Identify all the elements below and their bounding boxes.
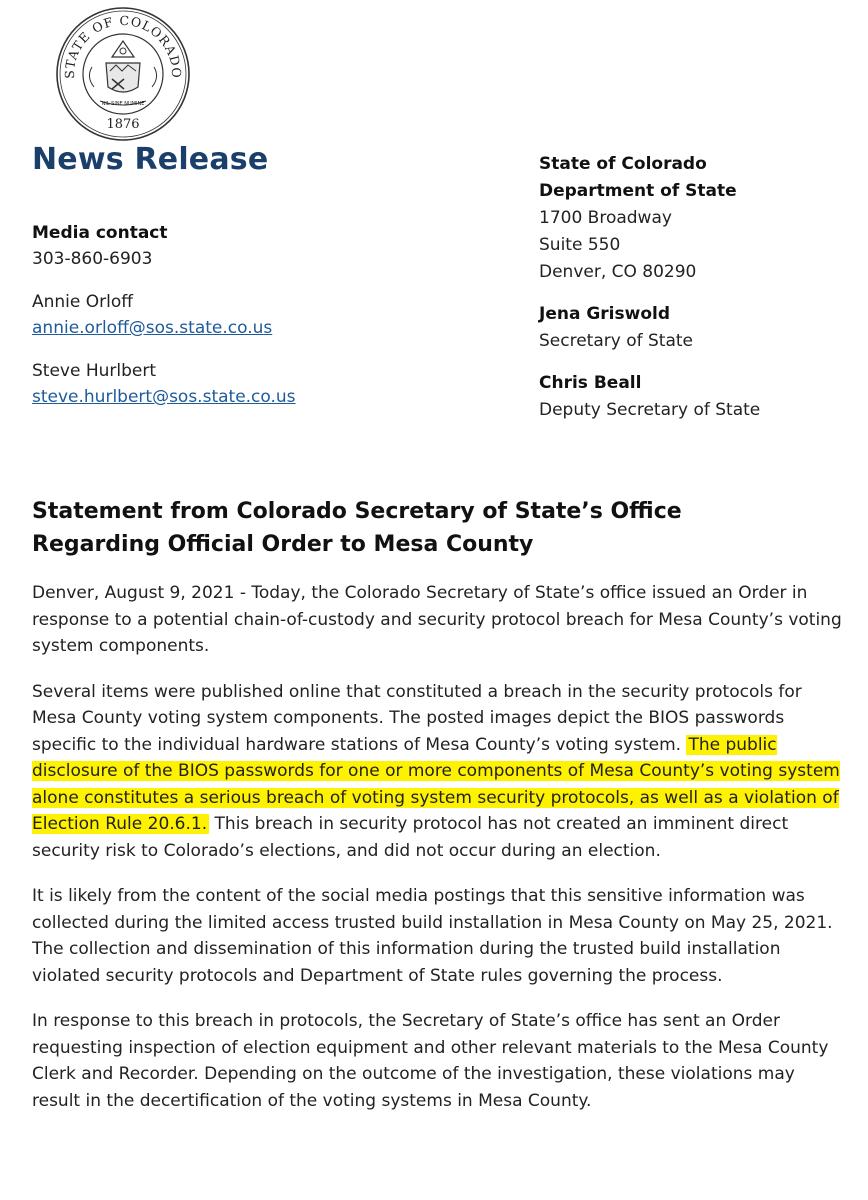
paragraph-text: This breach in security protocol has not created an imminent direct security risk to Colorado’s elections, and did not occur during an election. <box>32 814 789 861</box>
contact-email-link[interactable]: steve.hurlbert@sos.state.co.us <box>32 387 296 407</box>
official-title: Deputy Secretary of State <box>539 400 761 420</box>
state-seal <box>54 5 192 143</box>
org-department: Department of State <box>539 181 737 201</box>
org-address: Denver, CO 80290 <box>539 262 697 282</box>
body-paragraph: In response to this breach in protocols, the Secretary of State’s office has sent an Order requesting inspection of election equipment and other relevant materials to the Mesa County Clerk and Recorder. Depending on the outcome of the investigation, these violations may result in the decertification of the voting systems in Mesa County. <box>32 1011 829 1111</box>
svg-text:STATE OF COLORADO: STATE OF COLORADO <box>61 12 185 79</box>
media-phone: 303-860-6903 <box>32 249 153 269</box>
org-name: State of Colorado <box>539 154 707 174</box>
media-contact-label: Media contact <box>32 223 168 243</box>
organization-section <box>539 151 859 424</box>
media-contact-section <box>32 220 472 410</box>
headline-line: Statement from Colorado Secretary of State’s Office <box>32 499 682 524</box>
contact-email-link[interactable]: annie.orloff@sos.state.co.us <box>32 318 273 338</box>
svg-text:1876: 1876 <box>106 117 140 132</box>
contact-name: Annie Orloff <box>32 292 133 312</box>
statement-headline <box>32 495 852 561</box>
official-name: Chris Beall <box>539 373 642 393</box>
official-name: Jena Griswold <box>539 304 671 324</box>
colorado-seal-icon <box>54 5 192 143</box>
contact-name: Steve Hurlbert <box>32 361 157 381</box>
paragraph-text: Several items were published online that constituted a breach in the security protocols for Mesa County voting system components. The posted images depict the BIOS passwords specific to the individual hardware stations of Mesa County’s voting system. <box>32 681 802 755</box>
highlighted-text: The public disclosure of the BIOS passwords for one or more components of Mesa County’s voting system alone constitutes a serious breach of voting system security protocols, as well as a violation of Election Rule 20.6.1. <box>32 734 840 834</box>
official-title: Secretary of State <box>539 331 693 351</box>
statement-body <box>32 580 844 1133</box>
body-paragraph <box>32 679 844 865</box>
org-address: Suite 550 <box>539 235 621 255</box>
body-paragraph: Denver, August 9, 2021 - Today, the Colorado Secretary of State’s office issued an Order in response to a potential chain-of-custody and security protocol breach for Mesa County’s voting system components. <box>32 583 842 656</box>
page-title: News Release <box>32 142 269 177</box>
svg-text:NIL SINE NUMINE: NIL SINE NUMINE <box>101 101 145 107</box>
org-address: 1700 Broadway <box>539 208 672 228</box>
headline-line: Regarding Official Order to Mesa County <box>32 532 534 557</box>
body-paragraph: It is likely from the content of the social media postings that this sensitive information was collected during the limited access trusted build installation in Mesa County on May 25, 2021. The collection and dissemination of this information during the trusted build installation violated security protocols and Department of State rules governing the process. <box>32 886 833 986</box>
